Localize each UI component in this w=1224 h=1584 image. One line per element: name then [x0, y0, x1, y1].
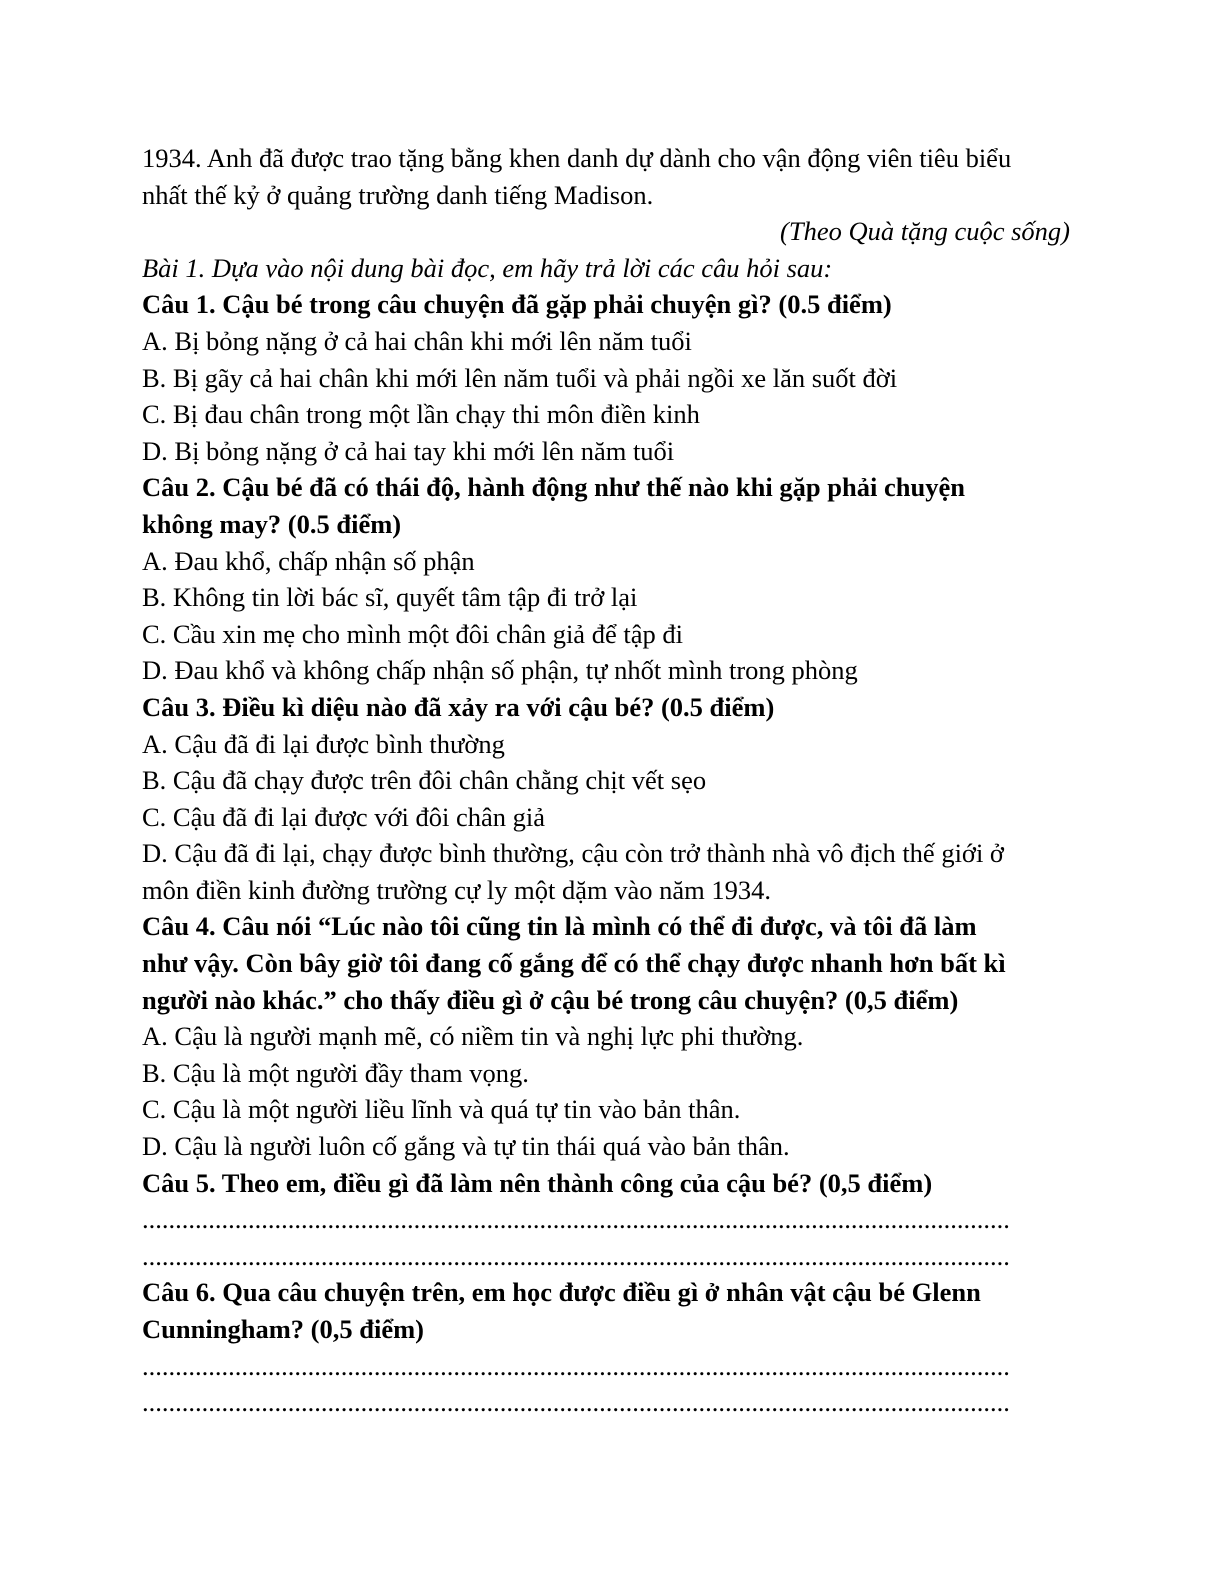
- question-3-option-d: D. Cậu đã đi lại, chạy được bình thường, cậu còn trở thành nhà vô địch thế giới ở: [142, 838, 1004, 869]
- question-5-answer-line[interactable]: ...................................................................................................................................: [142, 1204, 1010, 1235]
- document-page: [142, 140, 1070, 1421]
- question-4-option-d: D. Cậu là người luôn cố gắng và tự tin thái quá vào bản thân.: [142, 1131, 790, 1162]
- question-2-option-b: B. Không tin lời bác sĩ, quyết tâm tập đi trở lại: [142, 582, 638, 613]
- question-4-title: Câu 4. Câu nói “Lúc nào tôi cũng tin là mình có thể đi được, và tôi đã làm: [142, 911, 977, 942]
- question-3-option-d-cont: môn điền kinh đường trường cự ly một dặm vào năm 1934.: [142, 874, 772, 905]
- question-1-option-a: A. Bị bỏng nặng ở cả hai chân khi mới lên năm tuổi: [142, 325, 692, 356]
- question-2-option-d: D. Đau khổ và không chấp nhận số phận, tự nhốt mình trong phòng: [142, 655, 858, 686]
- question-5-title: Câu 5. Theo em, điều gì đã làm nên thành công của cậu bé? (0,5 điểm): [142, 1167, 933, 1198]
- question-4-title-cont: như vậy. Còn bây giờ tôi đang cố gắng để có thể chạy được nhanh hơn bất kì: [142, 948, 1006, 979]
- question-3-option-c: C. Cậu đã đi lại được với đôi chân giả: [142, 801, 545, 832]
- question-3-title: Câu 3. Điều kì diệu nào đã xảy ra với cậu bé? (0.5 điểm): [142, 691, 775, 722]
- question-2-title: Câu 2. Cậu bé đã có thái độ, hành động như thế nào khi gặp phải chuyện: [142, 472, 965, 503]
- question-4-title-cont: người nào khác.” cho thấy điều gì ở cậu bé trong câu chuyện? (0,5 điểm): [142, 984, 959, 1015]
- question-4-option-c: C. Cậu là một người liều lĩnh và quá tự tin vào bản thân.: [142, 1094, 741, 1125]
- question-6-title-cont: Cunningham? (0,5 điểm): [142, 1314, 424, 1344]
- exercise-title: Bài 1. Dựa vào nội dung bài đọc, em hãy trả lời các câu hỏi sau:: [142, 252, 833, 283]
- question-2-option-a: A. Đau khổ, chấp nhận số phận: [142, 545, 475, 576]
- question-1-option-c: C. Bị đau chân trong một lần chạy thi môn điền kinh: [142, 399, 700, 430]
- question-6-answer-line[interactable]: ...................................................................................................................................: [142, 1387, 1010, 1418]
- passage-line: 1934. Anh đã được trao tặng bằng khen danh dự dành cho vận động viên tiêu biểu: [142, 143, 1012, 173]
- question-3-option-a: A. Cậu đã đi lại được bình thường: [142, 728, 505, 759]
- question-5-answer-line[interactable]: ...................................................................................................................................: [142, 1240, 1010, 1271]
- question-6-title: Câu 6. Qua câu chuyện trên, em học được điều gì ở nhân vật cậu bé Glenn: [142, 1277, 981, 1308]
- question-4-option-a: A. Cậu là người mạnh mẽ, có niềm tin và nghị lực phi thường.: [142, 1021, 804, 1052]
- question-4-option-b: B. Cậu là một người đầy tham vọng.: [142, 1057, 529, 1088]
- question-2-title-cont: không may? (0.5 điểm): [142, 508, 402, 539]
- question-1-option-d: D. Bị bỏng nặng ở cả hai tay khi mới lên năm tuổi: [142, 435, 675, 466]
- question-2-option-c: C. Cầu xin mẹ cho mình một đôi chân giả để tập đi: [142, 618, 683, 649]
- passage-source: (Theo Quà tặng cuộc sống): [780, 216, 1070, 247]
- passage-line: nhất thế kỷ ở quảng trường danh tiếng Madison.: [142, 179, 654, 210]
- question-1-title: Câu 1. Cậu bé trong câu chuyện đã gặp phải chuyện gì? (0.5 điểm): [142, 289, 892, 320]
- question-3-option-b: B. Cậu đã chạy được trên đôi chân chằng chịt vết sẹo: [142, 765, 707, 796]
- question-6-answer-line[interactable]: ...................................................................................................................................: [142, 1350, 1010, 1381]
- question-1-option-b: B. Bị gãy cả hai chân khi mới lên năm tuổi và phải ngồi xe lăn suốt đời: [142, 362, 898, 393]
